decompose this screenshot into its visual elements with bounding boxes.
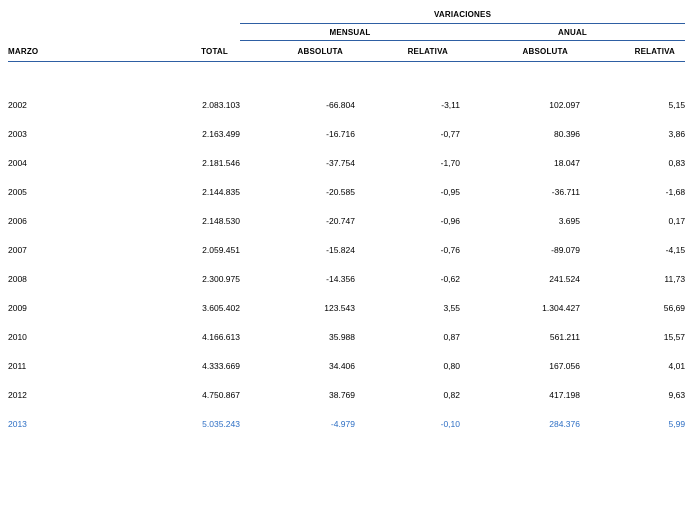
cell-anual-absoluta: -36.711 [551, 186, 580, 197]
cell-total: 2.181.546 [202, 157, 240, 168]
cell-year: 2012 [8, 389, 27, 400]
header-empty-total-2 [130, 24, 240, 41]
header-row-group [8, 0, 685, 24]
statistics-table [8, 0, 685, 438]
header-subgroup-mensual: MENSUAL [240, 24, 460, 41]
table-row [8, 322, 685, 351]
table-row [8, 235, 685, 264]
cell-mensual-relativa: -0,95 [440, 186, 460, 197]
cell-anual-relativa: 3,86 [668, 128, 686, 139]
cell-anual-absoluta: 3.695 [558, 215, 580, 226]
cell-anual-relativa: 15,57 [663, 331, 686, 342]
spacer-cell-3 [240, 62, 355, 91]
cell-mensual-relativa: 0,82 [443, 389, 460, 400]
spacer-cell-4 [355, 62, 460, 91]
cell-mensual-absoluta: 123.543 [324, 302, 355, 313]
cell-total: 2.148.530 [202, 215, 240, 226]
cell-year: 2002 [8, 99, 27, 110]
cell-anual-relativa: -1,68 [665, 186, 686, 197]
cell-year: 2010 [8, 331, 27, 342]
table-row [8, 90, 685, 119]
cell-year: 2006 [8, 215, 27, 226]
table-row [8, 148, 685, 177]
cell-anual-relativa: 0,83 [668, 157, 686, 168]
cell-anual-absoluta: 241.524 [549, 273, 580, 284]
cell-mensual-absoluta: -66.804 [326, 99, 355, 110]
cell-mensual-relativa: -1,70 [440, 157, 460, 168]
table-header [8, 0, 685, 62]
cell-mensual-relativa: 3,55 [443, 302, 460, 313]
cell-mensual-relativa: 0,87 [443, 331, 460, 342]
cell-year: 2013 [8, 418, 27, 429]
table-row [8, 351, 685, 380]
cell-mensual-absoluta: 38.769 [329, 389, 355, 400]
header-row-columns [8, 41, 685, 62]
cell-mensual-absoluta: -15.824 [326, 244, 355, 255]
cell-total: 4.750.867 [202, 389, 240, 400]
cell-anual-absoluta: -89.079 [551, 244, 580, 255]
column-header-total: TOTAL [201, 47, 228, 56]
cell-mensual-absoluta: 35.988 [329, 331, 355, 342]
cell-anual-absoluta: 18.047 [554, 157, 580, 168]
cell-anual-relativa: 0,17 [668, 215, 686, 226]
cell-mensual-absoluta: -20.585 [326, 186, 355, 197]
cell-anual-absoluta: 417.198 [549, 389, 580, 400]
table-body [8, 62, 685, 439]
table-row [8, 119, 685, 148]
cell-anual-relativa: 9,63 [668, 389, 686, 400]
table-row [8, 380, 685, 409]
column-header-mensual-absoluta: ABSOLUTA [297, 47, 343, 56]
cell-mensual-relativa: -3,11 [441, 99, 460, 110]
cell-mensual-relativa: -0,10 [440, 418, 460, 429]
cell-year: 2007 [8, 244, 27, 255]
cell-mensual-relativa: -0,62 [440, 273, 460, 284]
cell-total: 3.605.402 [202, 302, 240, 313]
cell-total: 2.163.499 [202, 128, 240, 139]
cell-anual-absoluta: 167.056 [549, 360, 580, 371]
cell-year: 2004 [8, 157, 27, 168]
cell-year: 2008 [8, 273, 27, 284]
column-header-anual-relativa: RELATIVA [634, 47, 676, 56]
cell-year: 2003 [8, 128, 27, 139]
cell-year: 2011 [8, 360, 27, 371]
cell-anual-relativa: 5,15 [668, 99, 686, 110]
cell-anual-relativa: 11,73 [664, 273, 686, 284]
cell-anual-relativa: 5,99 [668, 418, 686, 429]
cell-anual-relativa: 56,69 [663, 302, 686, 313]
cell-total: 4.333.669 [202, 360, 240, 371]
cell-anual-relativa: -4,15 [665, 244, 686, 255]
table-row [8, 264, 685, 293]
cell-anual-absoluta: 561.211 [549, 331, 580, 342]
cell-mensual-relativa: -0,76 [440, 244, 460, 255]
cell-mensual-absoluta: -14.356 [326, 273, 355, 284]
column-header-mensual-relativa: RELATIVA [407, 47, 448, 56]
cell-total: 2.300.975 [202, 273, 240, 284]
cell-mensual-absoluta: -37.754 [326, 157, 355, 168]
cell-anual-absoluta: 1.304.427 [542, 302, 580, 313]
column-header-anual-absoluta: ABSOLUTA [522, 47, 568, 56]
table-row [8, 177, 685, 206]
header-gap-row [8, 62, 685, 91]
spacer-cell-6 [580, 62, 685, 91]
table-row [8, 206, 685, 235]
spacer-cell-5 [460, 62, 580, 91]
cell-mensual-absoluta: -16.716 [326, 128, 355, 139]
cell-mensual-absoluta: 34.406 [329, 360, 355, 371]
header-empty-year [8, 0, 130, 24]
cell-anual-relativa: 4,01 [668, 360, 686, 371]
table-row [8, 293, 685, 322]
header-empty-total [130, 0, 240, 24]
cell-anual-absoluta: 102.097 [549, 99, 580, 110]
spacer-cell-2 [130, 62, 240, 91]
cell-year: 2005 [8, 186, 27, 197]
cell-total: 2.144.835 [202, 186, 240, 197]
cell-anual-absoluta: 80.396 [554, 128, 580, 139]
header-group-variaciones: VARIACIONES [240, 0, 685, 24]
header-subgroup-anual: ANUAL [460, 24, 685, 41]
cell-total: 2.083.103 [202, 99, 240, 110]
cell-mensual-relativa: -0,77 [440, 128, 460, 139]
cell-mensual-absoluta: -4.979 [330, 418, 355, 429]
cell-total: 5.035.243 [202, 418, 240, 429]
table-row [8, 409, 685, 438]
cell-mensual-relativa: 0,80 [443, 360, 460, 371]
header-row-subgroups [8, 24, 685, 41]
cell-year: 2009 [8, 302, 27, 313]
cell-mensual-relativa: -0,96 [440, 215, 460, 226]
column-header-marzo: MARZO [8, 47, 39, 56]
cell-mensual-absoluta: -20.747 [326, 215, 355, 226]
cell-total: 4.166.613 [202, 331, 240, 342]
cell-total: 2.059.451 [202, 244, 240, 255]
cell-anual-absoluta: 284.376 [549, 418, 580, 429]
header-empty-year-2 [8, 24, 130, 41]
spacer-cell-1 [8, 62, 130, 91]
